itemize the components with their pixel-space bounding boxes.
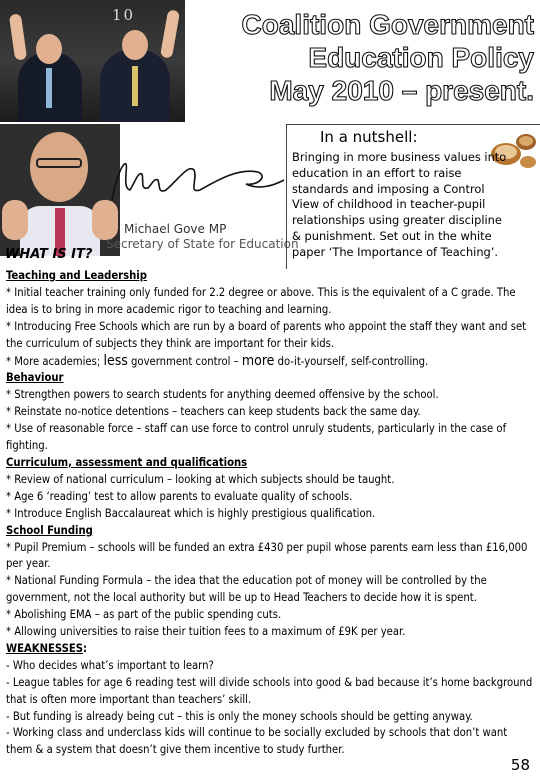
academies-text-c: government control – bbox=[127, 354, 242, 368]
section-heading-funding: School Funding bbox=[6, 523, 93, 537]
nutshell-title: In a nutshell: bbox=[320, 128, 418, 146]
weakness-item-3: - But funding is already being cut – this is only the money schools should be getting anyway. bbox=[6, 709, 473, 723]
gove-glasses bbox=[36, 158, 82, 168]
funding-item-4: * Allowing universities to raise their tuition fees to a maximum of £9K per year. bbox=[6, 625, 406, 639]
page-title bbox=[194, 8, 534, 107]
gove-hand-left bbox=[2, 200, 28, 240]
funding-item-3: * Abolishing EMA – as part of the public spending cuts. bbox=[6, 608, 282, 622]
teaching-item-academies bbox=[6, 353, 534, 371]
page-number: 58 bbox=[510, 756, 530, 774]
section-heading-weaknesses bbox=[6, 641, 534, 658]
teaching-item-2: * Introducing Free Schools which are run by a board of parents who appoint the staff they want and set the curriculum of subjects they think are important for their kids. bbox=[6, 319, 527, 350]
photo-downing-street bbox=[0, 0, 185, 122]
funding-item-2: * National Funding Formula – the idea that the education pot of money will be controlled by the government, not the local authority but will be up to Head Teachers to decide how it is spent. bbox=[6, 574, 487, 605]
person-left-head bbox=[36, 34, 62, 64]
funding-item-1: * Pupil Premium – schools will be funded an extra £430 per pupil whose parents earn less than £16,000 per year. bbox=[6, 540, 528, 571]
behaviour-item-3: * Use of reasonable force – staff can use force to control unruly students, particularly in the case of fighting. bbox=[6, 422, 507, 453]
weakness-item-4: - Working class and underclass kids will continue to be socially excluded by schools that don’t want them & a system that doesn’t give them incentive to study further. bbox=[6, 726, 508, 757]
photo-michael-gove bbox=[0, 124, 120, 256]
academies-less: less bbox=[103, 352, 128, 369]
academies-text-e: do-it-yourself, self-controlling. bbox=[274, 354, 429, 368]
title-line-3: May 2010 – present. bbox=[269, 75, 534, 106]
section-heading-behaviour: Behaviour bbox=[6, 371, 64, 385]
door-number: 10 bbox=[112, 6, 136, 24]
gove-role: Secretary of State for Education bbox=[106, 237, 299, 251]
academies-more: more bbox=[241, 352, 275, 369]
weaknesses-colon: : bbox=[83, 641, 88, 655]
nutshell-text: Bringing in more business values into education in an effort to raise standards and imposing a Control View of childhood in teacher-pupil relationships using greater discipline & punishment. Set out in the white paper ‘The Importance of Teaching’. bbox=[292, 150, 507, 259]
person-right-head bbox=[122, 30, 148, 60]
tie-right bbox=[132, 66, 138, 106]
title-line-2: Education Policy bbox=[308, 42, 534, 73]
gove-signature bbox=[108, 150, 288, 210]
person-right-arm bbox=[160, 9, 180, 58]
gove-name: Michael Gove MP bbox=[124, 222, 227, 236]
person-left-arm bbox=[9, 13, 27, 60]
what-is-it-label: WHAT IS IT? bbox=[5, 247, 93, 262]
section-heading-curriculum: Curriculum, assessment and qualifications bbox=[6, 455, 248, 469]
weakness-item-1: - Who decides what’s important to learn? bbox=[6, 658, 214, 672]
weaknesses-heading-text: WEAKNESSES bbox=[6, 641, 83, 655]
tie-left bbox=[46, 68, 52, 108]
curriculum-item-2: * Age 6 ‘reading’ test to allow parents to evaluate quality of schools. bbox=[6, 489, 353, 503]
behaviour-item-1: * Strengthen powers to search students for anything deemed offensive by the school. bbox=[6, 388, 439, 402]
section-heading-teaching: Teaching and Leadership bbox=[6, 269, 147, 282]
weakness-item-2: - League tables for age 6 reading test will divide schools into good & bad because it’s home background that is often more important than teachers’ skill. bbox=[6, 675, 533, 706]
behaviour-item-2: * Reinstate no-notice detentions – teachers can keep students back the same day. bbox=[6, 405, 421, 419]
curriculum-item-3: * Introduce English Baccalaureat which is highly prestigious qualification. bbox=[6, 506, 376, 520]
title-line-1: Coalition Government bbox=[241, 9, 534, 40]
academies-text-a: * More academies; bbox=[6, 354, 104, 368]
curriculum-item-1: * Review of national curriculum – looking at which subjects should be taught. bbox=[6, 472, 395, 486]
policy-body bbox=[6, 268, 534, 759]
teaching-item-1: * Initial teacher training only funded for 2.2 degree or above. This is the equivalent of a C grade. The idea is to bring in more academic rigor to teaching and learning. bbox=[6, 285, 516, 316]
